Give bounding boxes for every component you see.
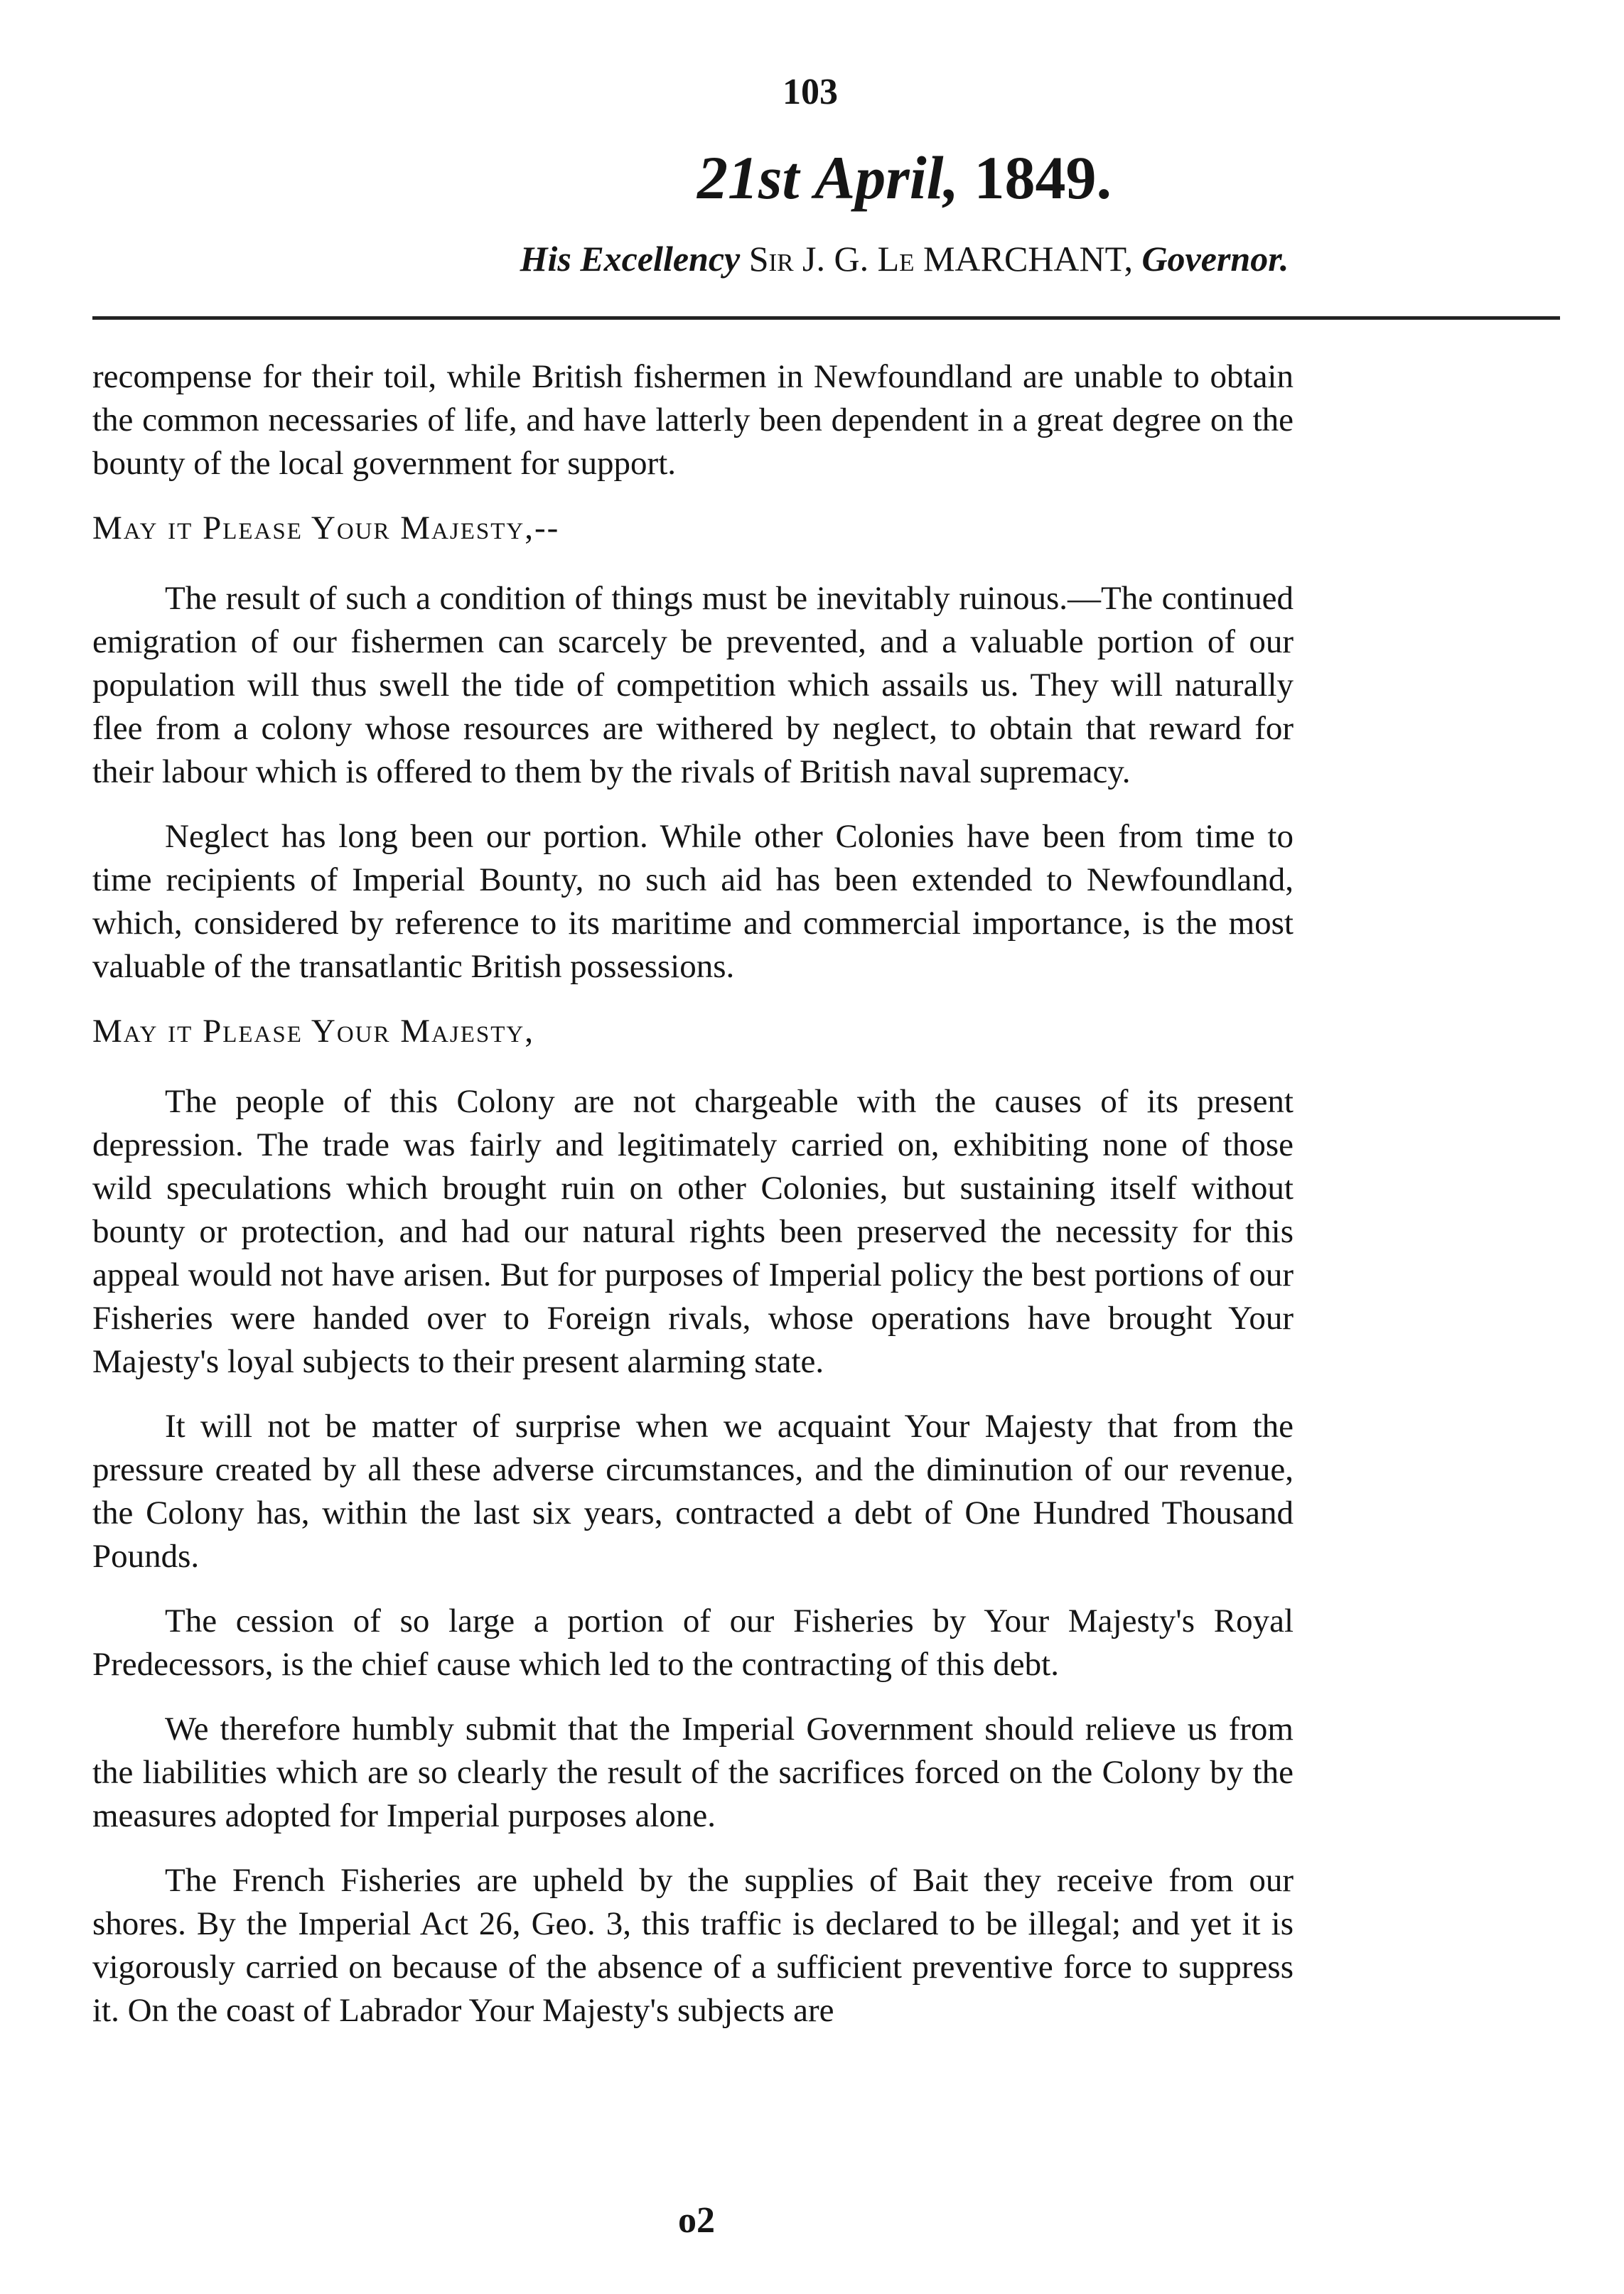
date-month: April,: [814, 144, 959, 212]
paragraph: The French Fisheries are upheld by the supplies of Bait they receive from our shores. By the Imperial Act 26, Geo. 3, this traffic is declared to be illegal; and yet it is vigorously carried on because of the absence of a sufficient preventive force to suppress it. On the coast of Labrador Your Majesty's subjects are: [92, 1862, 1294, 2029]
date-year: 1849.: [974, 144, 1112, 212]
paragraph: Neglect has long been our portion. While other Colonies have been from time to time recipients of Imperial Bounty, no such aid has been extended to Newfoundland, which, considered by reference to its maritime and commercial importance, is the most valuable of the transatlantic British possessions.: [92, 818, 1294, 985]
salutation: May it Please Your Majesty,--: [92, 510, 560, 546]
paragraph: The cession of so large a portion of our Fisheries by Your Majesty's Royal Predecessors, is the chief cause which led to the contracting of this debt.: [92, 1603, 1294, 1683]
header-rule: [92, 316, 1560, 320]
paragraph: We therefore humbly submit that the Imperial Government should relieve us from the liabilities which are so clearly the result of the sacrifices forced on the Colony by the measures adopted for Imperial purposes alone.: [92, 1711, 1294, 1834]
date-heading: [0, 142, 1624, 213]
paragraph: It will not be matter of surprise when we acquaint Your Majesty that from the pressure created by all these adverse circumstances, and the diminution of our revenue, the Colony has, within the last six years, contracted a debt of One Hundred Thousand Pounds.: [92, 1408, 1294, 1575]
paragraph-continued: recompense for their toil, while British fishermen in Newfoundland are unable to obtain the common necessaries of life, and have latterly been dependent in a great degree on the bounty of the local government for support.: [92, 358, 1294, 482]
governor-title: Governor.: [1141, 239, 1289, 279]
paragraph: The people of this Colony are not chargeable with the causes of its present depression. The trade was fairly and legitimately carried on, exhibiting none of those wild speculations which brought ruin on other Colonies, but sustaining itself without bounty or protection, and had our natural rights been preserved the necessity for this appeal would not have arisen. But for purposes of Imperial policy the best portions of our Fisheries were handed over to Foreign rivals, whose operations have brought Your Majesty's loyal subjects to their present alarming state.: [92, 1083, 1294, 1380]
printer-signature-mark: o2: [678, 2200, 715, 2241]
body-text: [92, 355, 1294, 2054]
paragraph: The result of such a condition of things must be inevitably ruinous.—The continued emigration of our fishermen can scarcely be prevented, and a valuable portion of our population will thus swell the tide of competition which assails us. They will naturally flee from a colony whose resources are withered by neglect, to obtain that reward for their labour which is offered to them by the rivals of British naval supremacy.: [92, 580, 1294, 790]
date-day: 21st: [697, 144, 800, 212]
salutation: May it Please Your Majesty,: [92, 1013, 534, 1050]
governor-honorific: His Excellency: [520, 239, 741, 279]
page-number: 103: [783, 72, 838, 112]
governor-line: [0, 238, 1624, 279]
governor-name: Sir J. G. Le MARCHANT,: [748, 239, 1133, 279]
